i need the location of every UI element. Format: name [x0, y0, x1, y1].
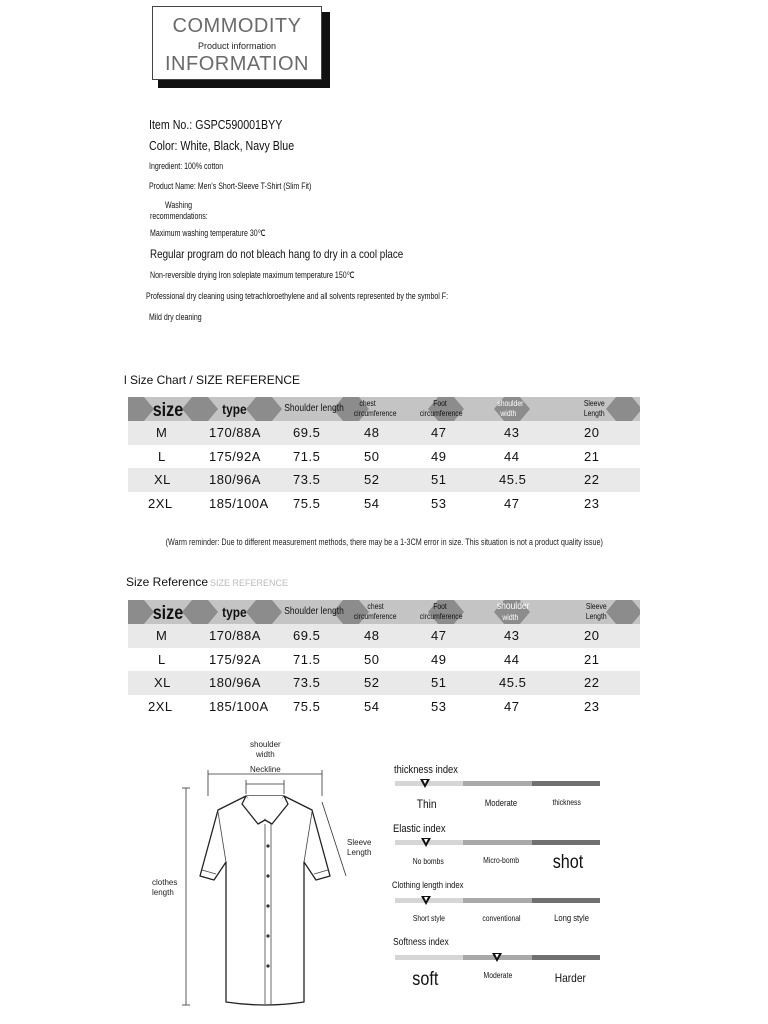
thickness-option-thin: Thin — [416, 797, 437, 811]
header-title-line2: INFORMATION — [164, 53, 309, 75]
header-sleeve-1: Sleeve — [583, 399, 605, 408]
length-index-title: Clothing length index — [392, 880, 464, 890]
cell-sleeve: 22 — [584, 472, 600, 487]
elastic-option-micro-bomb: Micro-bomb — [483, 856, 520, 865]
header-chest-1: chest — [359, 399, 376, 408]
cell-type: 170/88A — [209, 628, 261, 643]
label-clothes-2: length — [152, 888, 174, 897]
header-shoulder-width-1: shoulder — [497, 399, 524, 408]
cell-shoulder-width: 47 — [504, 495, 520, 511]
cell-chest: 48 — [364, 628, 380, 643]
table-row — [128, 445, 640, 469]
header-sleeve-2: Length — [585, 612, 607, 621]
cell-chest: 54 — [364, 495, 380, 511]
cell-chest: 48 — [364, 425, 380, 440]
label-sleeve-1: Sleeve — [347, 838, 372, 847]
table-row — [128, 468, 640, 492]
cell-size: XL — [154, 675, 171, 690]
header-sleeve-1: Sleeve — [585, 602, 607, 611]
header-hex — [246, 600, 282, 624]
size-reference-ghost-text: SIZE REFERENCE — [210, 578, 289, 588]
length-option-short: Short style — [412, 914, 445, 923]
header-foot-2: circumference — [419, 612, 463, 621]
cell-shoulder-length: 75.5 — [293, 495, 321, 511]
table-row — [128, 648, 640, 672]
header-shoulder-length: Shoulder length — [284, 403, 344, 414]
cell-chest: 54 — [364, 698, 380, 714]
size-chart-header — [128, 397, 640, 421]
commodity-information-header — [152, 6, 322, 80]
cell-chest: 52 — [364, 472, 380, 487]
cell-shoulder-length: 73.5 — [293, 472, 321, 487]
cell-size: M — [156, 425, 168, 440]
cell-shoulder-width: 45.5 — [499, 675, 527, 690]
shirt-measurement-diagram — [150, 740, 380, 1020]
cell-sleeve: 21 — [584, 651, 600, 667]
label-shoulder-width — [250, 740, 281, 760]
shirt-button — [266, 934, 269, 937]
header-hex — [182, 397, 218, 421]
thickness-index-title: thickness index — [394, 764, 458, 776]
cell-shoulder-width: 45.5 — [499, 472, 527, 487]
cell-shoulder-length: 71.5 — [293, 651, 321, 667]
shirt-button — [266, 904, 269, 907]
cell-type: 180/96A — [209, 472, 261, 487]
header-shoulder-width-1: shoulder — [496, 601, 530, 612]
label-shoulder-width-1: shoulder — [250, 740, 281, 749]
cell-sleeve: 21 — [584, 448, 600, 464]
header-type: type — [222, 604, 247, 620]
cell-sleeve: 20 — [584, 628, 600, 643]
cell-chest: 52 — [364, 675, 380, 690]
label-neckline: Neckline — [250, 765, 281, 774]
table-row — [128, 671, 640, 695]
wash-temperature: Maximum washing temperature 30℃ — [150, 228, 266, 238]
header-hex — [606, 397, 640, 421]
softness-option-harder: Harder — [554, 971, 586, 985]
table-row — [128, 624, 640, 648]
cell-type: 175/92A — [209, 448, 261, 464]
cell-size: M — [156, 628, 168, 643]
label-sleeve-2: Length — [347, 848, 372, 857]
size-reference-table — [128, 600, 640, 718]
length-marker-icon — [421, 896, 431, 905]
cell-foot: 51 — [431, 675, 447, 690]
elastic-option-shot: shot — [552, 852, 584, 873]
thickness-marker-icon — [420, 779, 430, 788]
table-row — [128, 492, 640, 516]
length-option-long: Long style — [554, 913, 589, 923]
shirt-button — [266, 844, 269, 847]
label-shoulder-width-2: width — [256, 750, 275, 759]
size-chart-table — [128, 397, 640, 515]
cell-foot: 49 — [431, 651, 447, 667]
label-clothes-length — [152, 878, 177, 898]
cell-type: 180/96A — [209, 675, 261, 690]
size-reference-header — [128, 600, 640, 624]
thickness-option-thick: thickness — [552, 798, 581, 807]
thickness-option-moderate: Moderate — [484, 798, 518, 808]
header-foot-1: Foot — [433, 602, 447, 611]
cell-type: 185/100A — [209, 495, 269, 511]
cell-sleeve: 20 — [584, 425, 600, 440]
shirt-button — [266, 964, 269, 967]
header-shoulder-width-2: width — [502, 613, 519, 622]
size-error-reminder-text: (Warm reminder: Due to different measurement methods, there may be a 1-3CM error in size. This situation is not a product quality issue) — [165, 537, 603, 547]
cell-size: 2XL — [148, 495, 173, 511]
header-subtitle: Product information — [197, 41, 277, 51]
cell-foot: 53 — [431, 698, 447, 714]
cell-sleeve: 22 — [584, 675, 600, 690]
cell-shoulder-width: 47 — [504, 698, 520, 714]
size-reference-title-text: Size Reference — [126, 575, 209, 589]
header-hex — [606, 600, 640, 624]
header-title-line1: COMMODITY — [172, 15, 302, 37]
elastic-marker-icon — [421, 838, 431, 847]
cell-shoulder-length: 73.5 — [293, 675, 321, 690]
cell-foot: 47 — [431, 628, 447, 643]
label-sleeve-length — [347, 838, 371, 858]
cell-foot: 49 — [431, 448, 447, 464]
ingredient: Ingredient: 100% cotton — [149, 161, 224, 171]
dry-cleaning: Professional dry cleaning using tetrachloroethylene and all solvents represented by the symbol F: — [146, 291, 449, 301]
table-row — [128, 695, 640, 719]
label-clothes-1: clothes — [152, 878, 178, 887]
cell-shoulder-width: 44 — [504, 448, 520, 464]
softness-marker-icon — [492, 953, 502, 962]
cell-shoulder-length: 71.5 — [293, 448, 321, 464]
cell-size: L — [158, 651, 166, 667]
size-reference-title — [126, 575, 288, 589]
cell-foot: 53 — [431, 495, 447, 511]
header-size: size — [152, 400, 184, 421]
cell-type: 185/100A — [209, 698, 269, 714]
cell-type: 170/88A — [209, 425, 261, 440]
softness-index-title: Softness index — [393, 937, 449, 948]
header-hex — [128, 397, 154, 421]
header-sleeve-2: Length — [583, 409, 605, 418]
cell-shoulder-length: 75.5 — [293, 698, 321, 714]
header-chest-2: circumference — [353, 409, 397, 418]
shirt-button — [266, 874, 269, 877]
size-chart-title: l Size Chart / SIZE REFERENCE — [124, 373, 301, 387]
washing-label-1: Washing — [165, 200, 193, 210]
product-name: Product Name: Men's Short-Sleeve T-Shirt (Slim Fit) — [149, 181, 312, 191]
header-foot-2: circumference — [419, 409, 463, 418]
cell-size: 2XL — [148, 698, 173, 714]
header-hex — [246, 397, 282, 421]
header-type: type — [222, 401, 247, 417]
cell-foot: 51 — [431, 472, 447, 487]
cell-size: XL — [154, 472, 171, 487]
cell-shoulder-width: 44 — [504, 651, 520, 667]
elastic-index-title: Elastic index — [393, 823, 446, 835]
cell-size: L — [158, 448, 166, 464]
cell-sleeve: 23 — [584, 698, 600, 714]
header-hex — [182, 600, 218, 624]
header-shoulder-width-2: width — [500, 409, 517, 418]
cell-foot: 47 — [431, 425, 447, 440]
regular-program: Regular program do not bleach hang to dry in a cool place — [150, 247, 404, 261]
color-options: Color: White, Black, Navy Blue — [149, 138, 295, 153]
table-row — [128, 421, 640, 445]
cell-shoulder-length: 69.5 — [293, 425, 321, 440]
mild-dry-cleaning: Mild dry cleaning — [149, 312, 202, 322]
header-hex — [128, 600, 154, 624]
cell-chest: 50 — [364, 651, 380, 667]
softness-option-soft: soft — [412, 969, 439, 990]
header-foot-1: Foot — [433, 399, 447, 408]
cell-chest: 50 — [364, 448, 380, 464]
softness-option-moderate: Moderate — [483, 971, 513, 980]
elastic-option-no-bombs: No bombs — [412, 857, 444, 866]
header-shoulder-length: Shoulder length — [284, 606, 344, 617]
item-number: Item No.: GSPC590001BYY — [149, 117, 283, 132]
length-option-conventional: conventional — [482, 914, 521, 923]
header-chest-2: circumference — [353, 612, 397, 621]
cell-shoulder-width: 43 — [504, 425, 520, 440]
cell-type: 175/92A — [209, 651, 261, 667]
cell-sleeve: 23 — [584, 495, 600, 511]
header-chest-1: chest — [367, 602, 384, 611]
cell-shoulder-length: 69.5 — [293, 628, 321, 643]
size-error-reminder — [0, 537, 768, 547]
cell-shoulder-width: 43 — [504, 628, 520, 643]
washing-label-2: recommendations: — [150, 211, 208, 221]
drying-iron: Non-reversible drying Iron soleplate maximum temperature 150℃ — [150, 270, 355, 280]
header-size: size — [152, 603, 184, 624]
